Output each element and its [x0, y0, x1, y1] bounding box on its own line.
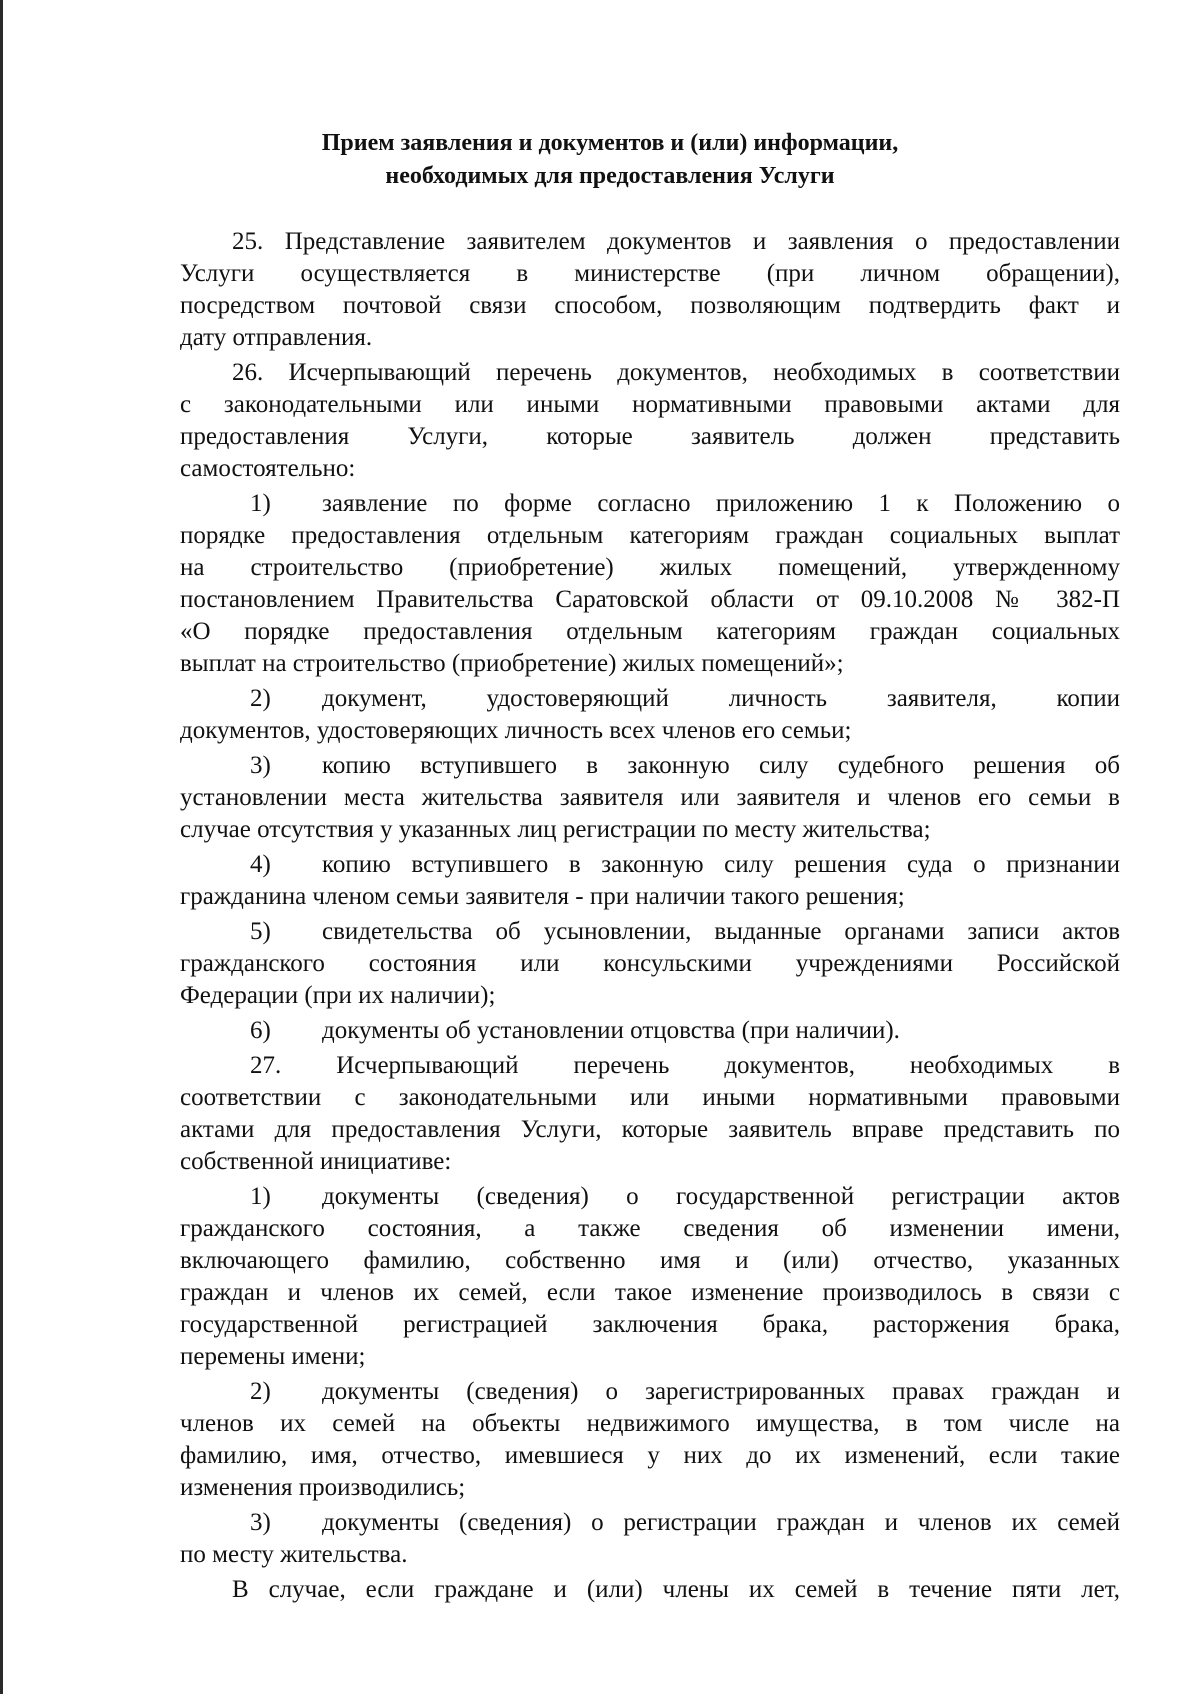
- paragraph-26-line: самостоятельно:: [180, 455, 356, 482]
- list-item-line: установлении места жительства заявителя или заявителя и членов его семьи в: [180, 784, 1120, 811]
- list-item-number: 2): [250, 685, 271, 712]
- list-item-text: документы об установлении отцовства (при наличии).: [322, 1017, 900, 1044]
- list-item-line: фамилию, имя, отчество, имевшиеся у них до их изменений, если такие: [180, 1442, 1120, 1469]
- list-item-line: случае отсутствия у указанных лиц регистрации по месту жительства;: [180, 816, 931, 843]
- list-item-text: документ, удостоверяющий личность заявителя, копии: [322, 685, 1120, 712]
- list-item-text: свидетельства об усыновлении, выданные органами записи актов: [322, 918, 1120, 945]
- paragraph-25-line: 25. Представление заявителем документов и заявления о предоставлении: [232, 228, 1120, 255]
- list-item-line: гражданского состояния, а также сведения об изменении имени,: [180, 1215, 1120, 1242]
- list-item-line: выплат на строительство (приобретение) жилых помещений»;: [180, 650, 844, 677]
- paragraph-25-line: Услуги осуществляется в министерстве (при личном обращении),: [180, 260, 1120, 287]
- list-item-text: заявление по форме согласно приложению 1 к Положению о: [322, 490, 1120, 517]
- paragraph-25-line: посредством почтовой связи способом, позволяющим подтвердить факт и: [180, 292, 1120, 319]
- list-item-line: по месту жительства.: [180, 1541, 408, 1568]
- list-item-line: на строительство (приобретение) жилых помещений, утвержденному: [180, 554, 1120, 581]
- paragraph-27-line: актами для предоставления Услуги, которые заявитель вправе представить по: [180, 1116, 1120, 1143]
- list-item-number: 4): [250, 851, 271, 878]
- list-item-text: копию вступившего в законную силу судебного решения об: [322, 752, 1120, 779]
- list-item-line: постановлением Правительства Саратовской области от 09.10.2008 № 382-П: [180, 586, 1120, 613]
- list-item-number: 1): [250, 1183, 271, 1210]
- list-item-line: изменения производились;: [180, 1474, 466, 1501]
- list-item-number: 3): [250, 752, 271, 779]
- paragraph-27-line: собственной инициативе:: [180, 1148, 452, 1175]
- list-item-line: Федерации (при их наличии);: [180, 982, 496, 1009]
- list-item-number: 5): [250, 918, 271, 945]
- list-item-line: порядке предоставления отдельным категориям граждан социальных выплат: [180, 522, 1120, 549]
- list-item-text: копию вступившего в законную силу решения суда о признании: [322, 851, 1120, 878]
- paragraph-27-line: соответствии с законодательными или иными нормативными правовыми: [180, 1084, 1120, 1111]
- paragraph-25-line: дату отправления.: [180, 324, 373, 351]
- list-item-line: перемены имени;: [180, 1343, 366, 1370]
- list-item-line: гражданского состояния или консульскими учреждениями Российской: [180, 950, 1120, 977]
- list-item-number: 2): [250, 1378, 271, 1405]
- paragraph-26-line: с законодательными или иными нормативными правовыми актами для: [180, 391, 1120, 418]
- list-item-line: «О порядке предоставления отдельным категориям граждан социальных: [180, 618, 1120, 645]
- paragraph-last-line: В случае, если граждане и (или) члены их семей в течение пяти лет,: [232, 1576, 1120, 1603]
- list-item-text: документы (сведения) о регистрации граждан и членов их семей: [322, 1509, 1120, 1536]
- list-item-line: включающего фамилию, собственно имя и (или) отчество, указанных: [180, 1247, 1120, 1274]
- section-heading-line-1: Прием заявления и документов и (или) информации,: [321, 130, 899, 156]
- paragraph-26-line: 26. Исчерпывающий перечень документов, необходимых в соответствии: [232, 359, 1120, 386]
- list-item-line: государственной регистрацией заключения брака, расторжения брака,: [180, 1311, 1120, 1338]
- list-item-number: 3): [250, 1509, 271, 1536]
- list-item-text: документы (сведения) о государственной регистрации актов: [322, 1183, 1120, 1210]
- list-item-line: членов их семей на объекты недвижимого имущества, в том числе на: [180, 1410, 1120, 1437]
- list-item-line: документов, удостоверяющих личность всех членов его семьи;: [180, 717, 852, 744]
- list-item-line: граждан и членов их семей, если такое изменение производилось в связи с: [180, 1279, 1120, 1306]
- list-item-line: гражданина членом семьи заявителя - при наличии такого решения;: [180, 883, 905, 910]
- list-item-text: документы (сведения) о зарегистрированных правах граждан и: [322, 1378, 1120, 1405]
- list-item-number: 6): [250, 1017, 271, 1044]
- paragraph-27-line: 27. Исчерпывающий перечень документов, необходимых в: [250, 1052, 1120, 1079]
- list-item-number: 1): [250, 490, 271, 517]
- section-heading-line-2: необходимых для предоставления Услуги: [385, 163, 835, 189]
- paragraph-26-line: предоставления Услуги, которые заявитель должен представить: [180, 423, 1120, 450]
